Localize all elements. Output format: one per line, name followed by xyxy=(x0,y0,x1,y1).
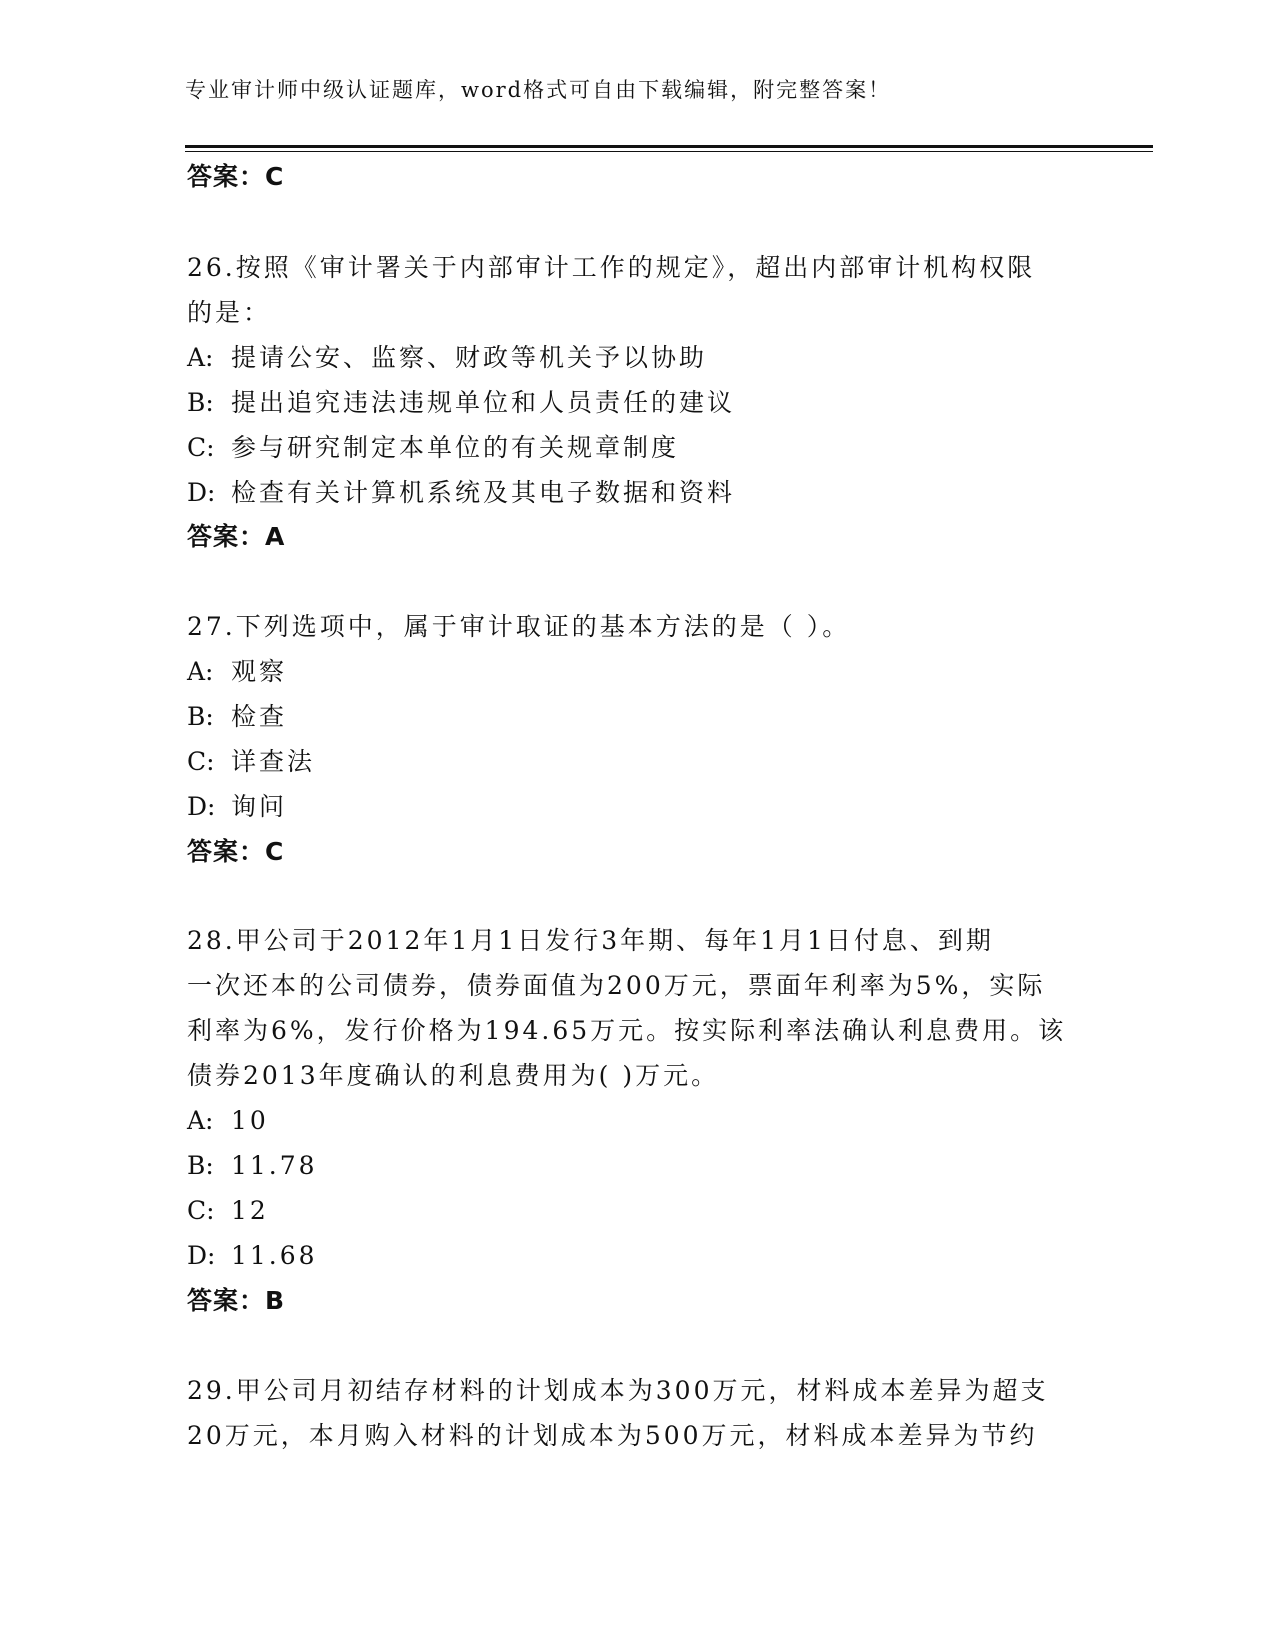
option-a xyxy=(187,340,707,376)
previous-answer: 答案：C xyxy=(187,162,285,191)
option-letter: B: xyxy=(187,1151,214,1180)
option-letter: D: xyxy=(187,792,216,821)
answer: 答案：C xyxy=(187,837,285,866)
option-d xyxy=(187,475,735,511)
option-b xyxy=(187,385,735,421)
question-stem-line: 26.按照《审计署关于内部审计工作的规定》，超出内部审计机构权限 xyxy=(187,253,1036,282)
option-letter: A: xyxy=(187,1106,214,1135)
option-text: 11.78 xyxy=(231,1151,318,1180)
option-text: 参与研究制定本单位的有关规章制度 xyxy=(231,433,680,462)
option-letter: B: xyxy=(187,702,214,731)
answer: 答案：A xyxy=(187,522,286,551)
option-a xyxy=(187,1103,269,1139)
question-stem-line: 利率为6%，发行价格为194.65万元。按实际利率法确认利息费用。该 xyxy=(187,1016,1067,1045)
option-text: 10 xyxy=(231,1106,269,1135)
option-letter: C: xyxy=(187,1196,215,1225)
question-stem-line: 一次还本的公司债券，债券面值为200万元，票面年利率为5%，实际 xyxy=(187,971,1046,1000)
option-text: 检查有关计算机系统及其电子数据和资料 xyxy=(231,478,736,507)
question-stem-line: 27.下列选项中，属于审计取证的基本方法的是（ ）。 xyxy=(187,612,851,641)
option-text: 提出追究违法违规单位和人员责任的建议 xyxy=(231,388,736,417)
question-stem-line: 的是： xyxy=(187,298,272,327)
option-text: 详查法 xyxy=(231,747,316,776)
option-letter: A: xyxy=(187,343,214,372)
option-b xyxy=(187,1148,318,1184)
answer: 答案：B xyxy=(187,1286,286,1315)
option-letter: B: xyxy=(187,388,214,417)
option-letter: D: xyxy=(187,478,216,507)
option-text: 11.68 xyxy=(231,1241,318,1270)
option-c xyxy=(187,744,315,780)
option-b xyxy=(187,699,287,735)
option-d xyxy=(187,1238,318,1274)
option-c xyxy=(187,430,679,466)
question-stem-line: 28.甲公司于2012年1月1日发行3年期、每年1月1日付息、到期 xyxy=(187,926,994,955)
option-text: 询问 xyxy=(231,792,288,821)
question-stem-line: 债券2013年度确认的利息费用为( )万元。 xyxy=(187,1061,720,1090)
page-header: 专业审计师中级认证题库，word格式可自由下载编辑，附完整答案！ xyxy=(185,78,892,102)
question-stem-line: 29.甲公司月初结存材料的计划成本为300万元，材料成本差异为超支 xyxy=(187,1376,1049,1405)
option-text: 检查 xyxy=(231,702,288,731)
option-text: 提请公安、监察、财政等机关予以协助 xyxy=(231,343,708,372)
option-letter: C: xyxy=(187,747,215,776)
option-d xyxy=(187,789,287,825)
option-c xyxy=(187,1193,269,1229)
option-text: 观察 xyxy=(231,657,288,686)
option-letter: D: xyxy=(187,1241,216,1270)
question-stem-line: 20万元，本月购入材料的计划成本为500万元，材料成本差异为节约 xyxy=(187,1421,1038,1450)
option-text: 12 xyxy=(231,1196,269,1225)
header-rule-thick xyxy=(185,145,1153,148)
option-letter: C: xyxy=(187,433,215,462)
header-rule-thin xyxy=(185,151,1153,152)
option-a xyxy=(187,654,287,690)
option-letter: A: xyxy=(187,657,214,686)
